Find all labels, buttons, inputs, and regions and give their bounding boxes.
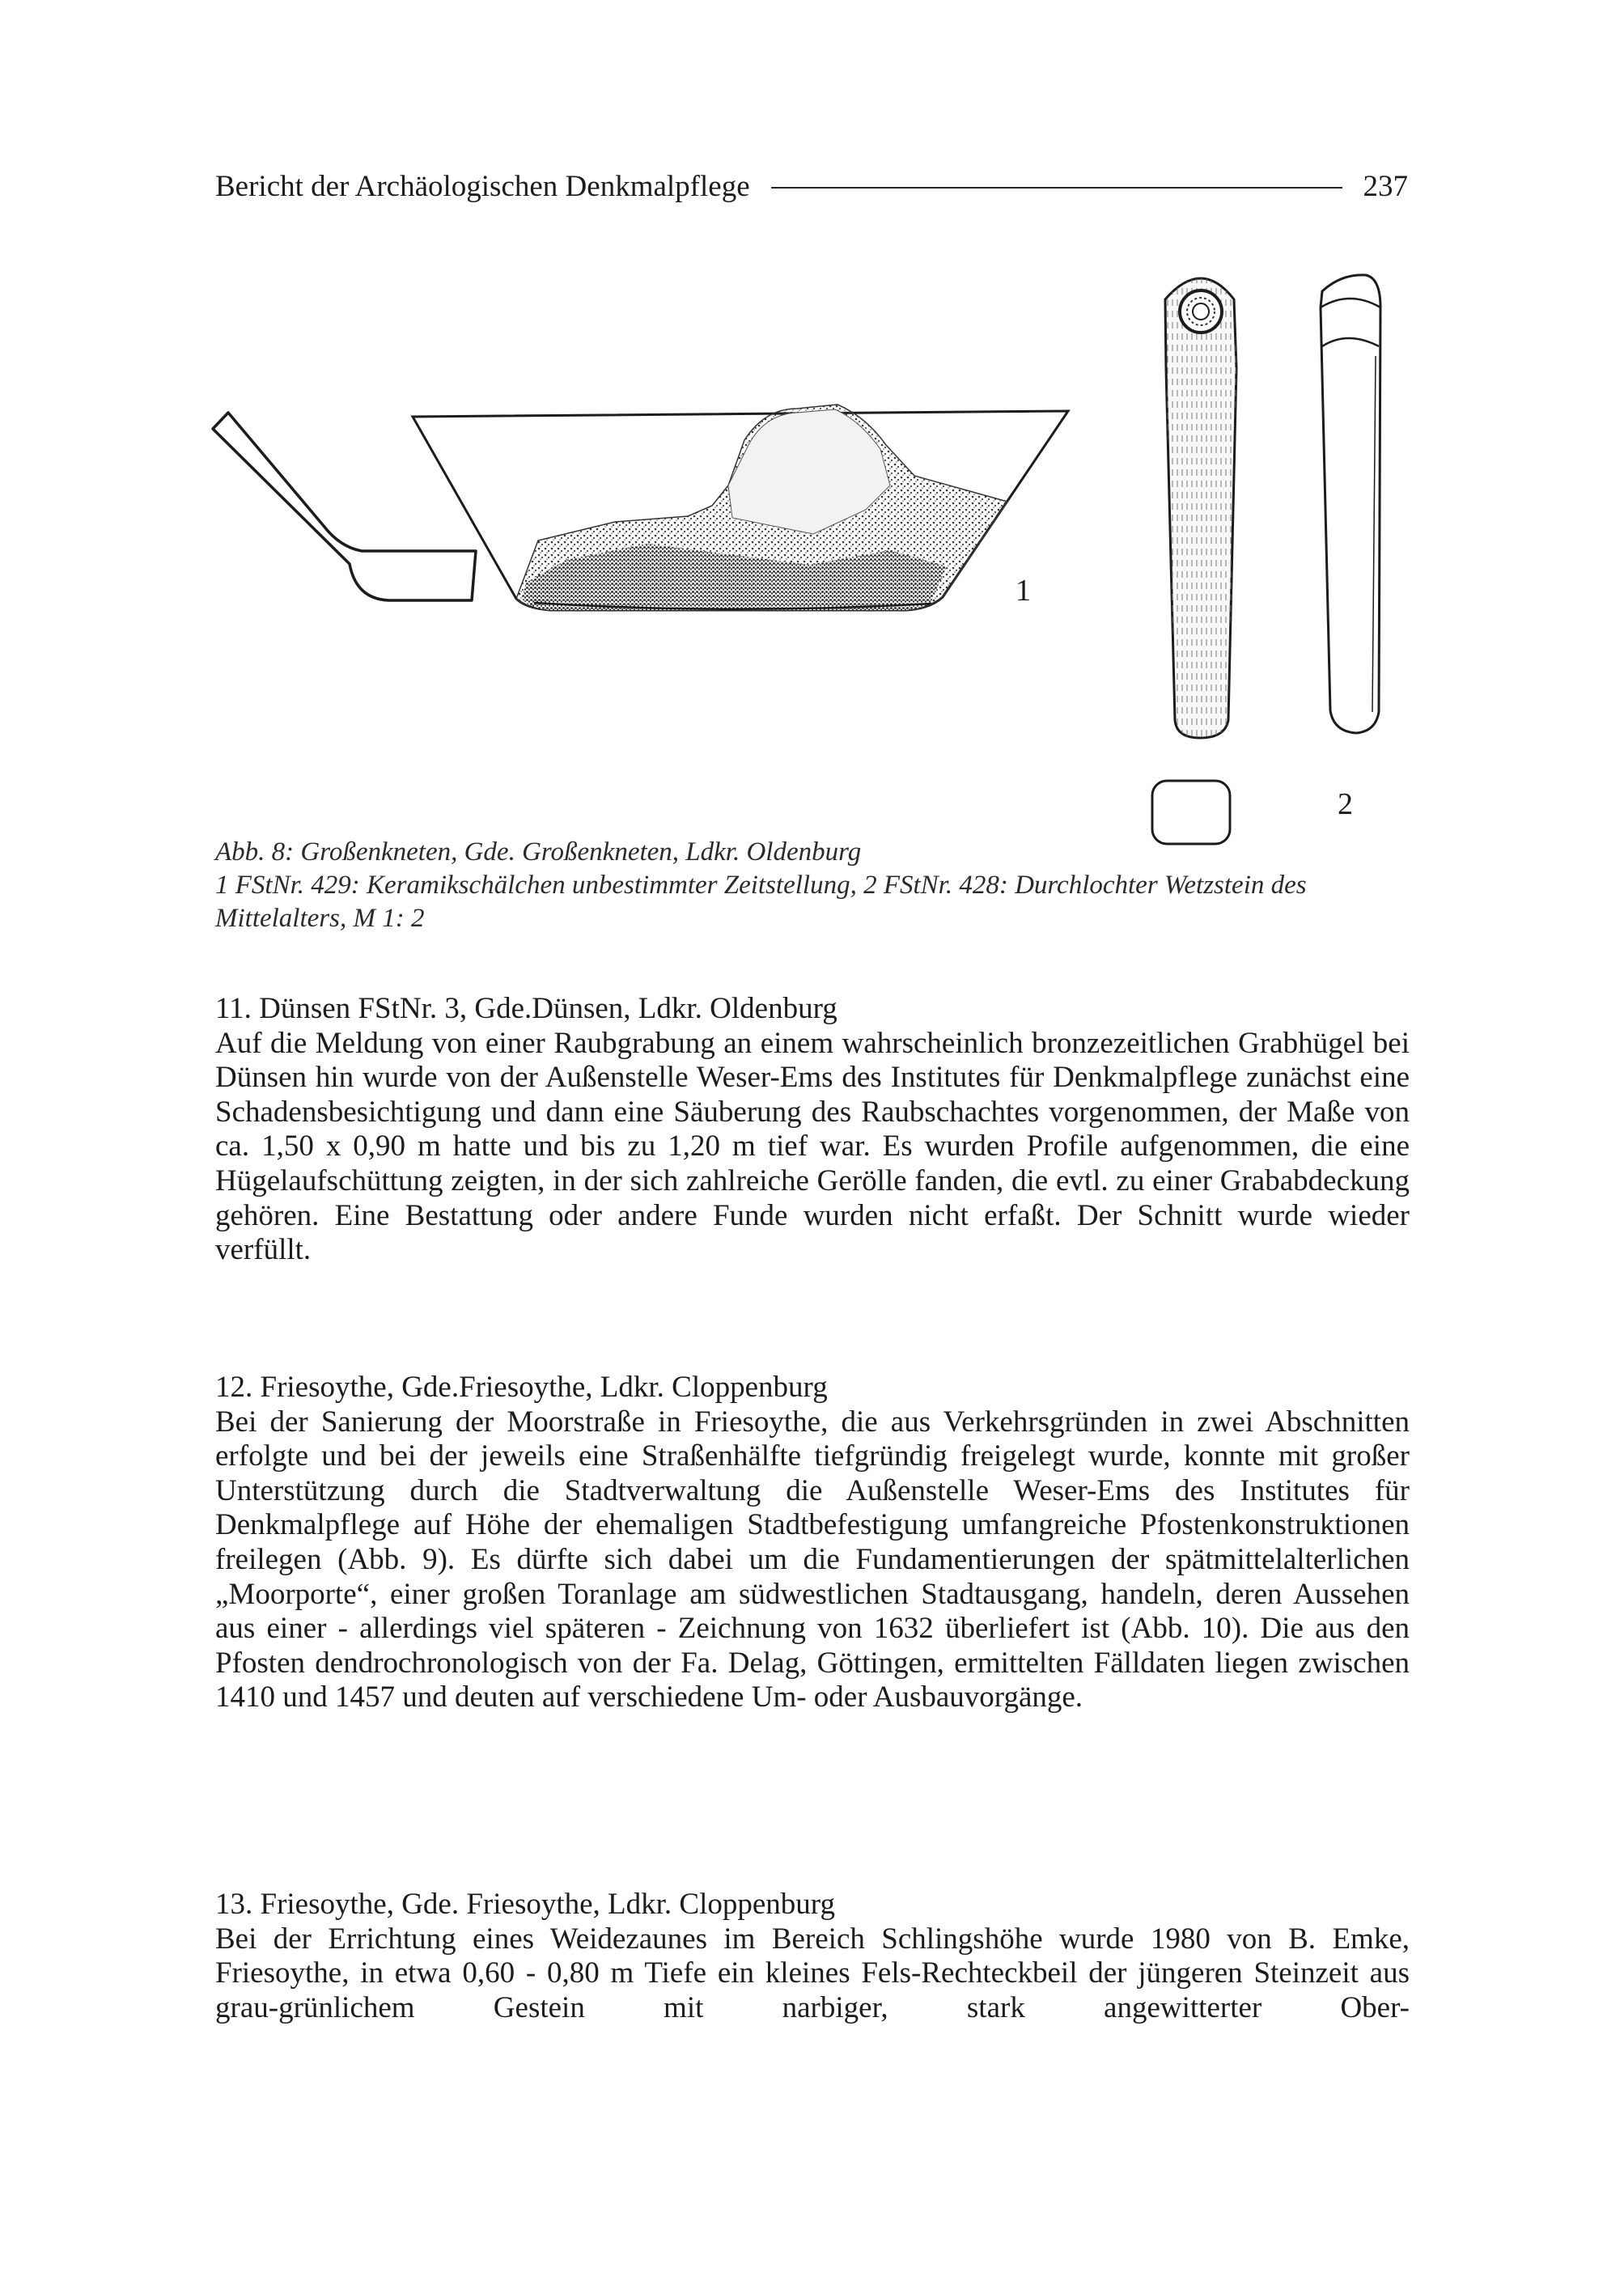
section-13 bbox=[215, 1888, 1410, 2025]
bowl-view bbox=[413, 405, 1068, 610]
figure-abb-8 bbox=[0, 243, 1624, 874]
running-head bbox=[215, 162, 1408, 210]
section-paragraph: Auf die Meldung von einer Raubgrabung an einem wahrscheinlich bronzezeitlichen Grabhügel bei Dünsen hin wurde von der Außenstelle Weser-Ems des Institutes für Denkmalpflege zunächst eine Schadensbesichtigung und dann eine Säuberung des Raubschachtes vorgenommen, der Maße von ca. 1,50 x 0,90 m hatte und bis zu 1,20 m tief war. Es wurden Profile aufgenommen, die eine Hügelaufschüttung zeigten, in der sich zahlreiche Gerölle fanden, die evtl. zu einer Grababdeckung gehören. Eine Bestattung oder andere Funde wurden nicht erfaßt. Der Schnitt wurde wieder verfüllt. bbox=[215, 1026, 1410, 1267]
header-rule bbox=[771, 187, 1342, 189]
section-12 bbox=[215, 1371, 1410, 1715]
artifact-drawings bbox=[0, 243, 1624, 874]
figure-label-2: 2 bbox=[1338, 787, 1353, 821]
page-number: 237 bbox=[1363, 169, 1408, 203]
whetstone-front-view bbox=[1165, 278, 1236, 738]
section-paragraph: Bei der Errichtung eines Weidezaunes im Bereich Schlingshöhe wurde 1980 von B. Emke, Friesoythe, in etwa 0,60 - 0,80 m Tiefe ein kleines Fels-Rechteckbeil der jüngeren Steinzeit aus grau-grünlichem Gestein mit narbiger, stark angewitterter Ober- bbox=[215, 1922, 1410, 2024]
figure-label-1: 1 bbox=[1016, 574, 1031, 608]
section-heading: 13. Friesoythe, Gde. Friesoythe, Ldkr. Cloppenburg bbox=[215, 1888, 835, 1921]
section-11 bbox=[215, 992, 1410, 1268]
running-title: Bericht der Archäologischen Denkmalpflege bbox=[215, 169, 750, 203]
whetstone-side-view bbox=[1321, 275, 1380, 733]
section-paragraph: Bei der Sanierung der Moorstraße in Friesoythe, die aus Verkehrsgründen in zwei Abschnitten erfolgte und bei der jeweils eine Straßenhälfte tiefgründig freigelegt wurde, konnte mit großer Unterstützung durch die Stadtverwaltung die Außenstelle Weser-Ems des Institutes für Denkmalpflege auf Höhe der ehemaligen Stadtbefestigung umfangreiche Pfostenkonstruktionen freilegen (Abb. 9). Es dürfte sich dabei um die Fundamentierungen der spätmittelalterlichen „Moorporte“, einer großen Toranlage am südwestlichen Stadtausgang, handeln, deren Aussehen aus einer - allerdings viel späteren - Zeichnung von 1632 überliefert ist (Abb. 10). Die aus den Pfosten dendrochronologisch von der Fa. Delag, Göttingen, ermittelten Fälldaten liegen zwischen 1410 und 1457 und deuten auf verschiedene Um- oder Ausbauvorgänge. bbox=[215, 1405, 1410, 1714]
caption-line-1: Abb. 8: Großenkneten, Gde. Großenkneten, Ldkr. Oldenburg bbox=[215, 837, 862, 867]
whetstone-cross-section bbox=[1152, 781, 1230, 844]
section-heading: 12. Friesoythe, Gde.Friesoythe, Ldkr. Cloppenburg bbox=[215, 1371, 828, 1404]
section-heading: 11. Dünsen FStNr. 3, Gde.Dünsen, Ldkr. Oldenburg bbox=[215, 992, 837, 1025]
caption-line-2: 1 FStNr. 429: Keramikschälchen unbestimmter Zeitstellung, 2 FStNr. 428: Durchlochter Wetzstein des Mittelalters, M 1: 2 bbox=[215, 871, 1307, 933]
figure-caption bbox=[215, 836, 1410, 935]
